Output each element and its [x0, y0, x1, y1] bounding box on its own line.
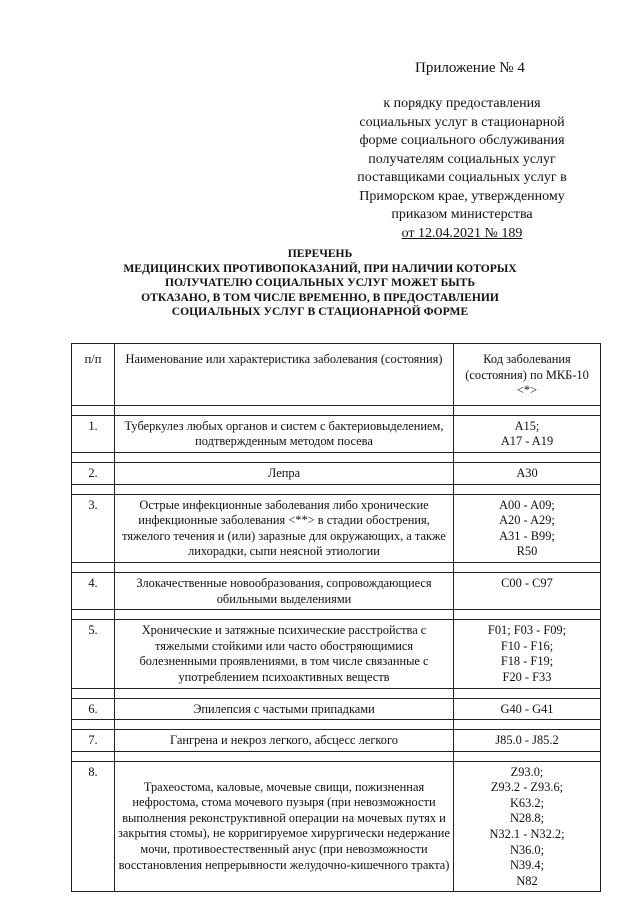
icd-code: G40 - G41	[500, 701, 554, 716]
icd-codes	[454, 730, 601, 752]
table-spacer-cell	[115, 484, 454, 494]
icd-code: Z93.2 - Z93.6;	[490, 780, 564, 795]
table-row	[72, 620, 601, 688]
order-date: от 12.04.2021 № 189	[401, 225, 523, 241]
table-spacer-cell	[115, 452, 454, 462]
table-spacer-cell	[454, 452, 601, 462]
icd-codes	[454, 462, 601, 484]
contraindications-table	[71, 343, 601, 892]
icd-code: A30	[516, 465, 538, 480]
table-spacer-cell	[454, 688, 601, 698]
disease-name: Лепра	[115, 462, 454, 484]
list-heading-line: МЕДИЦИНСКИХ ПРОТИВОПОКАЗАНИЙ, ПРИ НАЛИЧИИ КОТОРЫХ	[123, 261, 517, 275]
table-spacer-row	[72, 484, 601, 494]
icd-code: A15;	[514, 418, 540, 433]
appendix-note-line: к порядку предоставления	[383, 96, 541, 111]
icd-code: F10 - F16;	[500, 638, 554, 653]
icd-code: A20 - A29;	[499, 513, 555, 528]
list-heading-line: ПЕРЕЧЕНЬ	[287, 247, 353, 260]
row-number: 6.	[72, 698, 115, 720]
list-heading-line: ОТКАЗАНО, В ТОМ ЧИСЛЕ ВРЕМЕННО, В ПРЕДОСТАВЛЕНИИ	[141, 290, 499, 304]
table-spacer-cell	[72, 405, 115, 415]
appendix-note-line: поставщиками социальных услуг в	[357, 170, 567, 185]
icd-code: R50	[516, 544, 538, 559]
icd-codes	[454, 620, 601, 688]
icd-codes	[454, 698, 601, 720]
disease-name: Туберкулез любых органов и систем с бактериовыделением, подтвержденным методом посева	[115, 415, 454, 452]
column-header-num: п/п	[72, 344, 115, 406]
disease-name: Злокачественные новообразования, сопровождающиеся обильными выделениями	[115, 572, 454, 609]
table-spacer-cell	[115, 751, 454, 761]
appendix-note	[328, 95, 596, 243]
icd-code: A17 - A19	[500, 434, 554, 449]
disease-name: Гангрена и некроз легкого, абсцесс легкого	[115, 730, 454, 752]
appendix-note-line: форме социального обслуживания	[359, 133, 565, 148]
icd-code: A00 - A09;	[499, 497, 555, 512]
icd-codes	[454, 494, 601, 562]
table-row	[72, 761, 601, 892]
icd-code: N39.4;	[509, 858, 545, 873]
icd-codes	[454, 572, 601, 609]
icd-codes	[454, 761, 601, 892]
table-spacer-row	[72, 688, 601, 698]
appendix-title: Приложение № 4	[415, 60, 525, 76]
disease-name: Трахеостома, каловые, мочевые свищи, пожизненная нефростома, стома мочевого пузыря (при невозможности выполнения реконструктивной операции на мочевых путях и закрытия стомы), не корригируемое хирургически недержание мочи, противоестественный анус (при невозможности восстановления непрерывности желудочно-кишечного тракта)	[115, 761, 454, 892]
appendix-note-line: получателям социальных услуг	[368, 151, 556, 167]
list-heading-line: СОЦИАЛЬНЫХ УСЛУГ В СТАЦИОНАРНОЙ ФОРМЕ	[171, 305, 469, 318]
list-heading-line: ПОЛУЧАТЕЛЮ СОЦИАЛЬНЫХ УСЛУГ МОЖЕТ БЫТЬ	[164, 276, 476, 289]
table-header-row	[72, 344, 601, 406]
appendix-note-line: Приморском крае, утвержденному	[359, 188, 565, 204]
table-spacer-row	[72, 720, 601, 730]
table-spacer-cell	[72, 751, 115, 761]
table-spacer-cell	[454, 751, 601, 761]
row-number: 2.	[72, 462, 115, 484]
table-spacer-cell	[115, 720, 454, 730]
disease-name: Острые инфекционные заболевания либо хронические инфекционные заболевания <**> в стадии обострения, тяжелого течения и (или) заразные для окружающих, а также лихорадки, сыпи неясной этиологии	[115, 494, 454, 562]
table-row	[72, 494, 601, 562]
icd-code: Z93.0;	[510, 764, 544, 779]
icd-code: F18 - F19;	[500, 654, 554, 669]
icd-code: F01; F03 - F09;	[487, 623, 567, 638]
icd-code: J85.0 - J85.2	[495, 733, 559, 748]
table-row	[72, 698, 601, 720]
icd-code: N28.8;	[509, 811, 545, 826]
table-row	[72, 415, 601, 452]
column-header-name: Наименование или характеристика заболевания (состояния)	[115, 344, 454, 406]
table-spacer-cell	[72, 720, 115, 730]
table-spacer-row	[72, 610, 601, 620]
icd-code: F20 - F33	[502, 669, 552, 684]
icd-code: N82	[516, 873, 538, 888]
table-spacer-cell	[454, 720, 601, 730]
row-number: 4.	[72, 572, 115, 609]
icd-code: C00 - C97	[501, 575, 553, 590]
table-spacer-cell	[72, 452, 115, 462]
table-spacer-cell	[115, 405, 454, 415]
table-spacer-row	[72, 405, 601, 415]
table-spacer-row	[72, 562, 601, 572]
table-spacer-cell	[72, 688, 115, 698]
icd-code: A31 - B99;	[499, 528, 555, 543]
row-number: 8.	[72, 761, 115, 892]
row-number: 7.	[72, 730, 115, 752]
table-row	[72, 572, 601, 609]
table-spacer-cell	[72, 484, 115, 494]
list-heading	[0, 247, 640, 320]
row-number: 3.	[72, 494, 115, 562]
table-row	[72, 462, 601, 484]
table-spacer-cell	[72, 562, 115, 572]
appendix-note-line: социальных услуг в стационарной	[359, 114, 565, 130]
disease-name: Хронические и затяжные психические расстройства с тяжелыми стойкими или часто обостряющимися болезненными проявлениями, в том числе связанные с употреблением психоактивных веществ	[115, 620, 454, 688]
table-spacer-cell	[72, 610, 115, 620]
table-spacer-row	[72, 452, 601, 462]
table-spacer-cell	[454, 610, 601, 620]
table-spacer-cell	[454, 405, 601, 415]
row-number: 5.	[72, 620, 115, 688]
table-spacer-cell	[115, 610, 454, 620]
table-spacer-cell	[454, 484, 601, 494]
table-row	[72, 730, 601, 752]
icd-codes	[454, 415, 601, 452]
table-spacer-cell	[115, 562, 454, 572]
icd-code: N32.1 - N32.2;	[489, 827, 565, 842]
icd-code: N36.0;	[509, 842, 545, 857]
row-number: 1.	[72, 415, 115, 452]
table-spacer-cell	[454, 562, 601, 572]
disease-name: Эпилепсия с частыми припадками	[115, 698, 454, 720]
icd-code: K63.2;	[509, 795, 545, 810]
table-spacer-cell	[115, 688, 454, 698]
column-header-code: Код заболевания (состояния) по МКБ-10 <*>	[454, 344, 601, 406]
table-spacer-row	[72, 751, 601, 761]
appendix-note-line: приказом министерства	[391, 207, 533, 222]
